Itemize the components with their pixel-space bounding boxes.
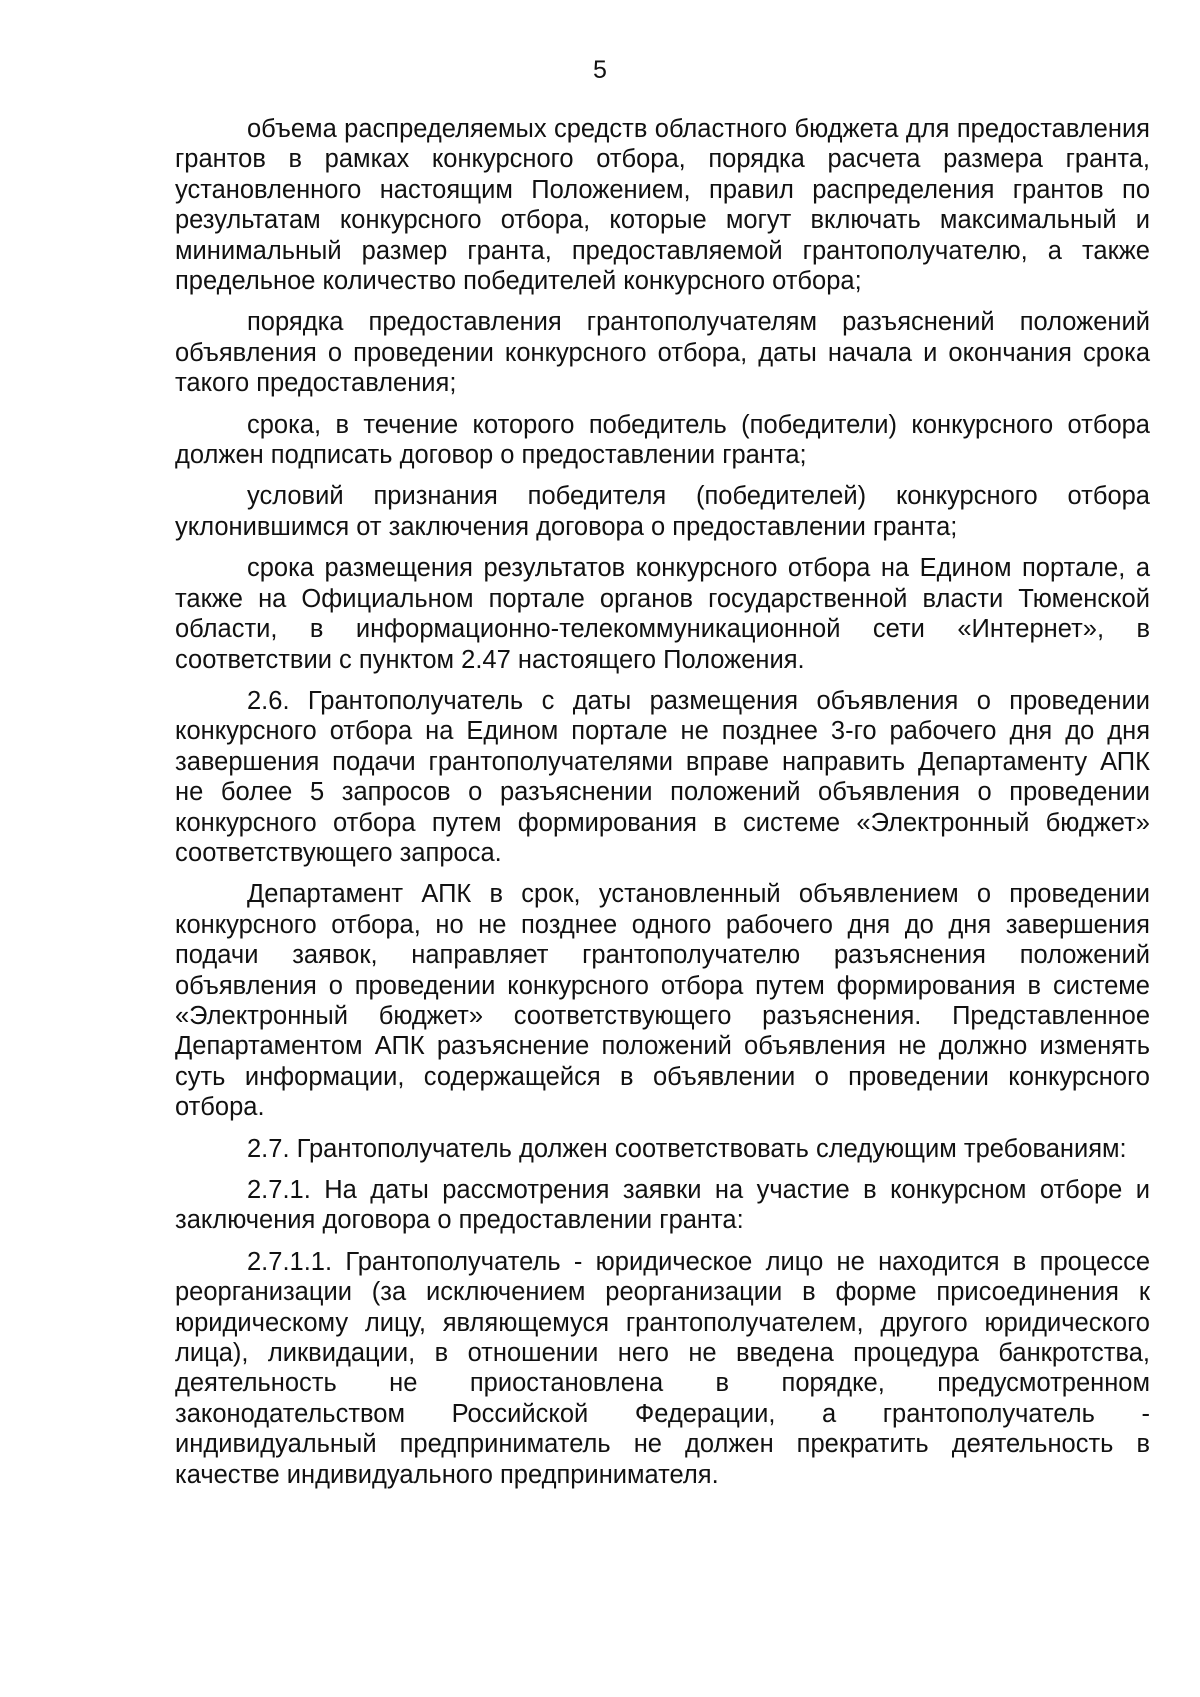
paragraph-evasion-conditions: условий признания победителя (победителей) конкурсного отбора уклонившимся от заключения договора о предоставлении гранта; bbox=[175, 482, 1150, 541]
paragraph-department-clarifications: Департамент АПК в срок, установленный объявлением о проведении конкурсного отбора, но не позднее одного рабочего дня до дня завершения подачи заявок, направляет грантополучателю разъяснения положений объявления о проведении конкурсного отбора путем формирования в системе «Электронный бюджет» соответствующего разъяснения. Представленное Департаментом АПК разъяснение положений объявления не должно изменять суть информации, содержащейся в объявлении о проведении конкурсного отбора. bbox=[175, 880, 1150, 1122]
paragraph-clarification-procedure: порядка предоставления грантополучателям разъяснений положений объявления о проведении конкурсного отбора, даты начала и окончания срока такого предоставления; bbox=[175, 308, 1150, 398]
paragraph-contract-signing-term: срока, в течение которого победитель (победители) конкурсного отбора должен подписать договор о предоставлении гранта; bbox=[175, 410, 1150, 470]
paragraph-results-publication: срока размещения результатов конкурсного отбора на Едином портале, а также на Официальном портале органов государственной власти Тюменской области, в информационно-телекоммуникационной сети «Интернет», в соответствии с пунктом 2.47 настоящего Положения. bbox=[175, 554, 1150, 674]
paragraph-2-7-1: 2.7.1. На даты рассмотрения заявки на участие в конкурсном отборе и заключения договора о предоставлении гранта: bbox=[175, 1176, 1150, 1235]
paragraph-2-7: 2.7. Грантополучатель должен соответствовать следующим требованиям: bbox=[247, 1134, 1127, 1163]
document-body bbox=[175, 114, 1150, 1501]
paragraph-2-7-1-1: 2.7.1.1. Грантополучатель - юридическое лицо не находится в процессе реорганизации (за исключением реорганизации в форме присоединения к юридическому лицу, являющемуся грантополучателем, другого юридического лица), ликвидации, в отношении него не введена процедура банкротства, деятельность не приостановлена в порядке, предусмотренном законодательством Российской Федерации, а грантополучатель - индивидуальный предприниматель не должен прекратить деятельность в качестве индивидуального предпринимателя. bbox=[175, 1247, 1150, 1489]
page-number: 5 bbox=[593, 56, 607, 84]
paragraph-2-6: 2.6. Грантополучатель с даты размещения объявления о проведении конкурсного отбора на Едином портале не позднее 3-го рабочего дня до дня завершения подачи грантополучателями вправе направить Департаменту АПК не более 5 запросов о разъяснении положений объявления о проведении конкурсного отбора путем формирования в системе «Электронный бюджет» соответствующего запроса. bbox=[175, 686, 1150, 867]
paragraph-budget-volume: объема распределяемых средств областного бюджета для предоставления грантов в рамках конкурсного отбора, порядка расчета размера гранта, установленного настоящим Положением, правил распределения грантов по результатам конкурсного отбора, которые могут включать максимальный и минимальный размер гранта, предоставляемой грантополучателю, а также предельное количество победителей конкурсного отбора; bbox=[175, 115, 1150, 296]
